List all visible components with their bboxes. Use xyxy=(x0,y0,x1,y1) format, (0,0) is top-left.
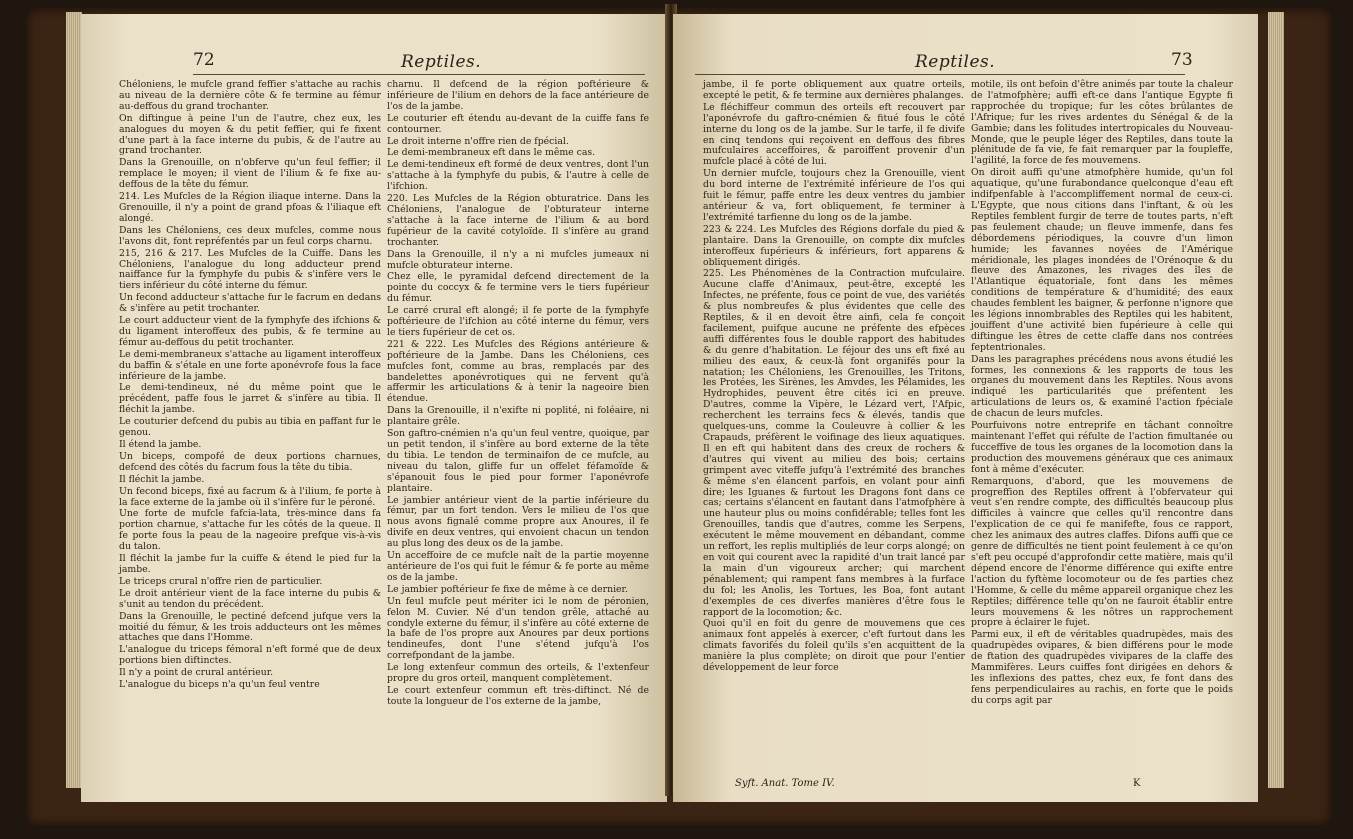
paragraph: Le carré crural eft alongé; il fe porte de la fymphyfe poftérieure de l'ifchion au côté interne du fémur, vers le tiers fupérieur de cet os. xyxy=(387,305,649,338)
paragraph: 223 & 224. Les Mufcles des Régions dorfale du pied & plantaire. Dans la Grenouille, on compte dix mufcles interoffeux fupérieurs & inférieurs, fort apparens & obliquement dirigés. xyxy=(703,223,965,268)
paragraph: 225. Les Phénomènes de la Contraction mufculaire. Aucune claffe d'Animaux, peut-être, excepté les Infectes, ne préfente, fous ce point de vue, des variétés & plus nombreufes & plus évidentes que celle des Reptiles, & il en devoit être ainfi, cela fe conçoit facilement, puifque aucune ne préfente des efpèces auffi différentes fous le double rapport des habitudes & du genre d'habitation. Le féjour des uns eft fixé au milieu des eaux, & ceux-là font organifés pour la natation; les Chéloniens, les Grenouilles, les Tritons, les Protées, les Sirènes, les Amvdes, les Pélamides, les Hydrophides, peuvent être cités ici en preuve. D'autres, comme la Vipère, le Lézard vert, l'Afpic, recherchent les terrains fecs & élevés, tandis que quelques-uns, comme la Couleuvre à collier & les Crapauds, préfèrent le voifinage des lieux aquatiques. Il en eft qui habitent dans des creux de rochers & d'autres qui vivent au milieu des bois; certains grimpent avec viteffe jufqu'à l'extrémité des branches & même s'en élancent parfois, en volant pour ainfi dire; les Iguanes & furtout les Dragons font dans ce cas; certains s'élancent en fautant dans l'atmofphère à une hauteur plus ou moins confidérable; telles font les Grenouilles, tandis que d'autres, comme les Serpens, exécutent le même mouvement en débandant, comme un reffort, les replis multipliés de leur corps alongé; on en voit qui courent avec la rapidité d'un trait lancé par la main d'un vigoureux archer; qui marchent pénablement; qui rampent fans membres à la furface du fol; les Anolis, les Tortues, les Boa, font autant d'exemples de ces diverfes manières d'être fous le rapport de la locomotion; &c. xyxy=(703,268,965,618)
paragraph: Chez elle, le pyramidal defcend directement de la pointe du coccyx & fe termine vers le tiers fupérieur du fémur. xyxy=(387,271,649,305)
paragraph: Un fecond biceps, fixé au facrum & à l'ilium, fe porte à la face externe de la jambe où il s'infère fur le péroné. xyxy=(119,485,381,508)
paragraph: 221 & 222. Les Mufcles des Régions antérieure & poftérieure de la Jambe. Dans les Chéloniens, ces mufcles font, comme au bras, remplacés par des bandelettes aponévrotiques qui ne fervent qu'à affermir les articulations & à tenir la nageoire bien étendue. xyxy=(387,338,649,405)
paragraph: Dans la Grenouille, le pectiné defcend jufque vers la moitié du fémur, & les trois adducteurs ont les mêmes attaches que dans l'Homme. xyxy=(119,610,381,644)
paragraph: charnu. Il defcend de la région poftérieure & inférieure de l'ilium en dehors de la face antérieure de l'os de la jambe. xyxy=(387,79,649,112)
right-column-1 xyxy=(703,80,965,675)
left-page xyxy=(81,14,667,802)
paragraph: Un dernier mufcle, toujours chez la Grenouille, vient du bord interne de l'extrémité inférieure de l'os qui fuit le fémur, paffe entre les deux ventres du jambier antérieur & va, fort obliquement, fe terminer à l'extrémité tarfienne du long os de la jambe. xyxy=(703,168,965,223)
paragraph: Le droit antérieur vient de la face interne du pubis & s'unit au tendon du précédent. xyxy=(119,587,381,610)
right-page-edge xyxy=(1268,12,1284,788)
paragraph: Le droit interne n'offre rien de fpécial. xyxy=(387,135,569,147)
paragraph: Un feul mufcle peut mériter ici le nom de péronien, felon M. Cuvier. Né d'un tendon grêle, attaché au condyle externe du fémur, il s'infère au côté externe de la bafe de l'os propre aux Anoures par deux portions tendineufes, dont l'une s'étend jufqu'à l'os correfpondant de la jambe. xyxy=(387,595,649,662)
paragraph: Dans la Grenouille, il n'y a ni mufcles jumeaux ni mufcle obturateur interne. xyxy=(387,248,649,271)
left-column-1 xyxy=(119,80,381,692)
paragraph: Le demi-membraneux s'attache au ligament interoffeux du baffin & s'étale en une forte aponévrofe fous la face inférieure de la jambe. xyxy=(119,348,381,382)
gathering-signature: K xyxy=(1133,778,1141,789)
paragraph: On diroit auffi qu'une atmofphère humide, qu'un fol aquatique, qu'une furabondance quelconque d'eau eft indifpenfable à l'accompliffement normal de ceux-ci. L'Egypte, que nous citions dans l'inftant, & où les Reptiles femblent furgir de terre de toutes parts, n'eft pas feulement chaude; un fleuve immenfe, dans fes débordemens périodiques, la couvre d'un limon humide; les favannes noyées de l'Amérique méridionale, les plages inondées de l'Orénoque & du fleuve des Amazones, les rivages des îles de l'Atlantique équatoriale, font dans les mêmes conditions de température & d'humidité; des eaux chaudes femblent les baigner, & perfonne n'ignore que les légions innombrables des Reptiles qui les habitent, jouiffent d'une activité bien fupérieure à celle qui diftingue les êtres de cette claffe dans nos contrées feptentrionales. xyxy=(971,167,1233,353)
paragraph: Le court extenfeur commun eft très-diftinct. Né de toute la longueur de l'os externe de la jambe, xyxy=(387,684,649,707)
paragraph: 220. Les Mufcles de la Région obturatrice. Dans les Chéloniens, l'analogue de l'obturateur interne s'attache à la face interne de l'ilium & au bord fupérieur de la cavité cotyloïde. Il s'infère au grand trochanter. xyxy=(387,193,649,248)
left-header-rule xyxy=(193,74,645,75)
paragraph: L'analogue du biceps n'a qu'un feul ventre xyxy=(119,679,320,691)
paragraph: Dans les paragraphes précédens nous avons étudié les formes, les connexions & les rapports de tous les organes du mouvement dans les Reptiles. Nous avons indiqué les particularités que préfentent les articulations de leurs os, & examiné l'action fpéciale de chacun de leurs mufcles. xyxy=(971,353,1233,420)
paragraph: Un biceps, compofé de deux portions charnues, defcend des côtés du facrum fous la tête du tibia. xyxy=(119,450,381,473)
right-column-2 xyxy=(971,80,1233,708)
paragraph: Le demi-tendineux eft formé de deux ventres, dont l'un s'attache à la fymphyfe du pubis, & l'autre à celle de l'ifchion. xyxy=(387,159,649,193)
paragraph: Le couturier eft étendu au-devant de la cuiffe fans fe contourner. xyxy=(387,112,649,135)
paragraph: Pourfuivons notre entreprife en tâchant connoître maintenant l'effet qui réfulte de l'action fimultanée ou fucceffive de tous les organes de la locomotion dans la production des mouvemens généraux que ces animaux font à même d'exécuter. xyxy=(971,420,1233,475)
paragraph: Il fléchit la jambe. xyxy=(119,473,205,485)
paragraph: Dans la Grenouille, on n'obferve qu'un feul feffier; il remplace le moyen; il vient de l'ilium & fe fixe au-deffous de la tête du fémur. xyxy=(119,157,381,191)
paragraph: Il fléchit la jambe fur la cuiffe & étend le pied fur la jambe. xyxy=(119,553,381,575)
paragraph: Le court adducteur vient de la fymphyfe des ifchions & du ligament interoffeux des pubis, & fe termine au fémur au-deffous du petit trochanter. xyxy=(119,315,381,348)
paragraph: Un fecond adducteur s'attache fur le facrum en dedans & s'infère au petit trochanter. xyxy=(119,292,381,315)
paragraph: Son gaftro-cnémien n'a qu'un feul ventre, quoique, par un petit tendon, il s'infère au bord externe de la tête du tibia. Le tendon de terminaifon de ce mufcle, au niveau du talon, gliffe fur un offelet féfamoïde & s'épanouit fous le pied pour former l'aponévrofe plantaire. xyxy=(387,428,649,494)
right-running-head: Reptiles. xyxy=(915,52,996,72)
paragraph: Le triceps crural n'offre rien de particulier. xyxy=(119,575,323,587)
right-page-number: 73 xyxy=(1171,50,1193,70)
left-running-head: Reptiles. xyxy=(401,52,482,72)
paragraph: Il étend la jambe. xyxy=(119,439,202,450)
paragraph: Remarquons, d'abord, que les mouvemens de progreffion des Reptiles offrent à l'obfervateur qui veut s'en rendre compte, des difficultés beaucoup plus difficiles à vaincre que celles qu'il rencontre dans l'explication de ce qui fe manifefte, fous ce rapport, chez les animaux des autres claffes. Difons auffi que ce genre de difficultés ne tient point feulement à ce qu'on s'eft peu occupé d'approfondir cette matière, mais qu'il dépend encore de l'énorme différence qui exifte entre l'action du fyftème locomoteur ou de fes parties chez l'Homme, & celle du même appareil organique chez les Reptiles; différence telle qu'on ne fauroit établir entre leurs mouvemens & les nôtres un rapprochement propre à éclairer le fujet. xyxy=(971,475,1233,629)
paragraph: Parmi eux, il eft de véritables quadrupèdes, mais des quadrupèdes ovipares, & bien différens pour le mode de ftation des quadrupèdes vivipares de la claffe des Mammifères. Leurs cuiffes font dirigées en dehors & les inflexions des pattes, chez eux, fe font dans des fens perpendiculaires au rachis, en forte que le poids du corps agit par xyxy=(971,629,1233,706)
paragraph: Une forte de mufcle fafcia-lata, très-mince dans fa portion charnue, s'attache fur les côtés de la queue. Il fe porte fous la peau de la nageoire prefque vis-à-vis du talon. xyxy=(119,508,381,553)
paragraph: On diftingue à peine l'un de l'autre, chez eux, les analogues du moyen & du petit feffier, qui fe fixent d'une part à la face interne du pubis, & de l'autre au grand trochanter. xyxy=(119,112,381,157)
paragraph: Un acceffoire de ce mufcle naît de la partie moyenne antérieure de l'os qui fuit le fémur & fe porte au même os de la jambe. xyxy=(387,550,649,583)
left-column-2 xyxy=(387,80,649,709)
paragraph: Quoi qu'il en foit du genre de mouvemens que ces animaux font appelés à exercer, c'eft furtout dans les climats favorifés du foleil qu'ils s'en acquittent de la manière la plus complète; on diroit que pour l'entier développement de leur force xyxy=(703,618,965,674)
left-page-number: 72 xyxy=(193,50,215,70)
right-header-rule xyxy=(695,74,1185,75)
paragraph: Dans la Grenouille, il n'exifte ni poplité, ni foléaire, ni plantaire grêle. xyxy=(387,405,649,428)
paragraph: Le fléchiffeur commun des orteils eft recouvert par l'aponévrofe du gaftro-cnémien & fitué fous le côté interne du long os de la jambe. Sur le tarfe, il fe divife en cinq tendons qui reçoivent en deffous des fibres mufculaires acceffoires, & paroiffent provenir d'un mufcle placé à côté de lui. xyxy=(703,101,965,168)
paragraph: Chéloniens, le mufcle grand feffier s'attache au rachis au niveau de la dernière côte & fe termine au fémur au-deffous du grand trochanter. xyxy=(119,79,381,112)
paragraph: Le jambier antérieur vient de la partie inférieure du fémur, par un fort tendon. Vers le milieu de l'os que nous avons fignalé comme propre aux Anoures, il fe divife en deux ventres, qui envoient chacun un tendon au plus long des deux os de la jambe. xyxy=(387,494,649,550)
footer-signature-line: Syft. Anat. Tome IV. xyxy=(735,778,835,789)
left-page-edge xyxy=(66,12,82,788)
paragraph: Le couturier defcend du pubis au tibia en paffant fur le genou. xyxy=(119,416,381,439)
paragraph: motile, ils ont befoin d'être animés par toute la chaleur de l'atmofphère; auffi eft-ce dans l'antique Egypte fi rapprochée du tropique; fur les côtes brûlantes de l'Afrique; fur les rives ardentes du Sénégal & de la Gambie; dans les folitudes intertropicales du Nouveau-Monde, que le peuple léger des Reptiles, dans toute la plénitude de fa vie, fe fait remarquer par la foupleffe, l'agilité, la force de fes mouvemens. xyxy=(971,79,1233,167)
paragraph: Il n'y a point de crural antérieur. xyxy=(119,667,274,679)
paragraph: 214. Les Mufcles de la Région iliaque interne. Dans la Grenouille, il n'y a point de grand pfoas & l'iliaque eft alongé. xyxy=(119,191,381,224)
paragraph: 215, 216 & 217. Les Mufcles de la Cuiffe. Dans les Chéloniens, l'analogue du long adducteur prend naiffance fur la fymphyfe du pubis & s'infère vers le tiers inférieur du côté interne du fémur. xyxy=(119,247,381,292)
right-page xyxy=(673,14,1258,802)
paragraph: L'analogue du triceps fémoral n'eft formé que de deux portions bien diftinctes. xyxy=(119,644,381,667)
paragraph: jambe, il fe porte obliquement aux quatre orteils, excepté le petit, & fe termine aux dernières phalanges. xyxy=(703,79,965,101)
paragraph: Le jambier poftérieur fe fixe de même à ce dernier. xyxy=(387,583,628,595)
paragraph: Le long extenfeur commun des orteils, & l'extenfeur propre du gros orteil, manquent complètement. xyxy=(387,662,649,685)
paragraph: Le demi-tendineux, né du même point que le précédent, paffe fous le jarret & s'infère au tibia. Il fléchit la jambe. xyxy=(119,382,381,416)
paragraph: Dans les Chéloniens, ces deux mufcles, comme nous l'avons dit, font repréfentés par un feul corps charnu. xyxy=(119,224,381,247)
paragraph: Le demi-membraneux eft dans le même cas. xyxy=(387,147,596,159)
